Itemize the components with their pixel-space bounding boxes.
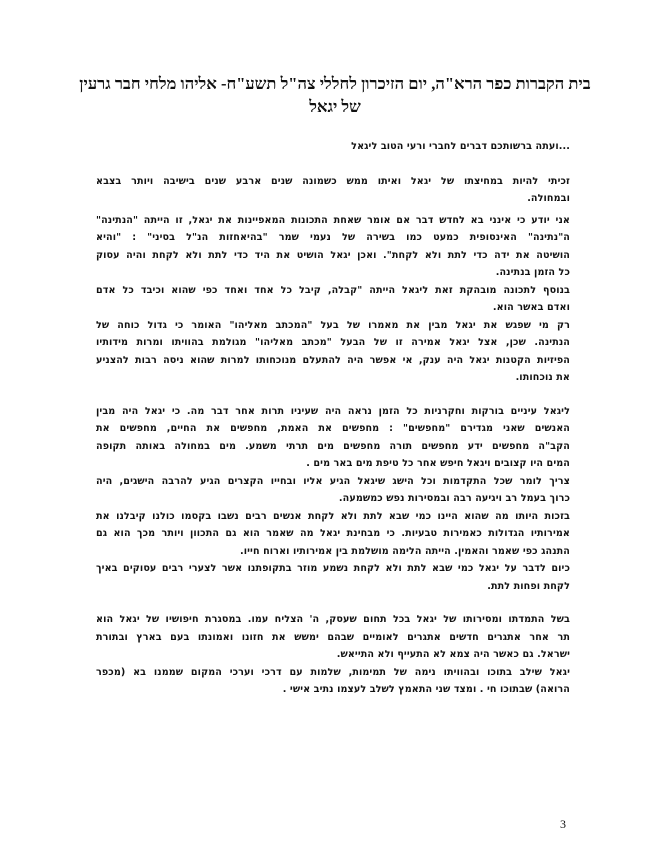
paragraph-line: לקחת ופחות לתת. <box>487 580 570 592</box>
paragraph-8 <box>96 560 570 595</box>
document-body <box>96 138 570 699</box>
intro-line: ...ועתה ברשותכם דברים לחברי ורעי הטוב ליגאל <box>351 141 570 152</box>
paragraph-line: ובמחולה. <box>527 193 570 204</box>
paragraph-line: צריך לומר שכל התקדמות וכל הישג שיגאל הגיע אליו ובחייו הקצרים הגיע להרבה הישגים, היה <box>96 475 570 487</box>
paragraph-4 <box>96 317 570 387</box>
paragraph-line: ליגאל עיניים בורקות וחקרניות כל הזמן נראה היה שעיניו תרות אחר דבר מה. כי יגאל היה מבין <box>96 405 570 417</box>
document-title <box>70 72 600 118</box>
paragraph-line: הושיטה את ידה כדי לתת ולא לקחת". ואכן יגאל הושיט את היד כדי לתת ולא לקחת והיה עסוק <box>96 249 570 261</box>
paragraph-line: הנתינה. שכן, אצל יגאל אמירה זו של הבעל "מכתב מאליהו" מגולמת בהוויתו ומרות מידותיו <box>96 337 570 348</box>
paragraph-line: בשל התמדתו ומסירותו של יגאל בכל תחום שעסק, ה' הצליח עמו. במסגרת חיפושיו של יגאל הוא <box>96 614 570 625</box>
paragraph-line: זכיתי להיות במחיצתו של יגאל ואיתו ממש כשמונה שנים ארבע שנים בישיבה ויותר בצבא <box>96 175 570 187</box>
paragraph-line: ואדם באשר הוא. <box>492 302 570 313</box>
paragraph-6 <box>96 473 570 508</box>
paragraph-line: אני יודע כי אינני בא לחדש דבר אם אומר שאחת התכונות המאפיינות את יגאל, זו הייתה "הנתינה" <box>96 214 570 226</box>
paragraph-line: התנהג כפי שאמר והאמין. הייתה הלימה מושלמת בין אמירותיו וארוח חייו. <box>239 545 570 557</box>
paragraph-line: כרוך בעמל רב ויגיעה רבה ובמסירות נפש כמשמעה. <box>338 493 570 504</box>
paragraph-line: הפיזיות הקטנות יגאל היה ענק, אי אפשר היה להתעלם מנוכחותו למרות שהוא ניסה רבות להצניע <box>96 354 570 366</box>
paragraph-line: רק מי שפגש את יגאל מבין את מאמרו של בעל "המכתב מאליהו" האומר כי גדול כוחה של <box>96 319 570 331</box>
paragraph-line: אמירותיו הגדולות כאמירות טבעיות. כי מבחינת יגאל מה שאמר הוא גם התכוון ויותר מכך הוא גם <box>96 528 570 539</box>
paragraph-line: ישראל. גם כאשר היה צמא לא התעייף ולא התייאש. <box>336 649 570 660</box>
title-line-1: בית הקברות כפר הרא"ה, יום הזיכרון לחללי צה"ל תשע"ח- אליהו מלחי חבר גרעין <box>79 74 591 93</box>
paragraph-2 <box>96 212 570 282</box>
paragraph-line: יגאל שילב בתוכו ובהוויתו נימה של תמימות, שלמות עם דרכי וערכי המקום שממנו בא (מכפר <box>96 666 570 678</box>
paragraph-7 <box>96 508 570 561</box>
paragraph-1 <box>96 173 570 208</box>
paragraph-line: ה"נתינה" האינסופית כמעט כמו בשירה של נעמי שמר "בהיאחזות הנ"ל בסיני" : "והיא <box>96 232 570 243</box>
page-number: 3 <box>560 817 566 831</box>
paragraph-9 <box>96 611 570 664</box>
paragraph-10 <box>96 664 570 699</box>
paragraph-line: בזכות היותו מה שהוא היינו כמי שבא לתת ולא לקחת אנשים רבים נשבו בקסמו כולנו קיבלנו את <box>96 510 570 522</box>
paragraph-5 <box>96 403 570 473</box>
paragraph-line: תר אחר אתגרים חדשים אתגרים לאומיים שבהם ימשש את חזונו ואמונתו בעם בארץ ובתורת <box>96 631 570 643</box>
paragraph-line: בנוסף לתכונה מובהקת זאת ליגאל הייתה "קבלה, קיבל כל אחד ואחד כפי שהוא וכיבד כל אדם <box>96 284 570 296</box>
paragraph-line: האנשים שאני מגדירם "מחפשים" : מחפשים את האמת, מחפשים את החיים, מחפשים את <box>96 423 570 434</box>
title-line-2: של יגאל <box>309 97 361 116</box>
paragraph-3 <box>96 282 570 317</box>
paragraph-line: את נוכחותו. <box>515 372 570 383</box>
paragraph-line: הרואה) שבתוכו חי . ומצד שני התאמץ לשלב לעצמו נתיב אישי . <box>282 684 570 695</box>
paragraph-line: הקב"ה מחפשים ידע מחפשים תורה מחפשים מים תרתי משמע. מים במחולה באותה תקופה <box>96 440 570 452</box>
paragraph-line: כל הזמן בנתינה. <box>495 267 570 278</box>
paragraph-line: כיום לדבר על יגאל כמי שבא לתת ולא לקחת נשמע מוזר בתקופתנו אשר לצערי רבים עסוקים באיך <box>96 563 570 574</box>
paragraph-line: המים היו קצובים ויגאל חיפש אחר כל טיפת מים באר מים . <box>306 458 570 469</box>
